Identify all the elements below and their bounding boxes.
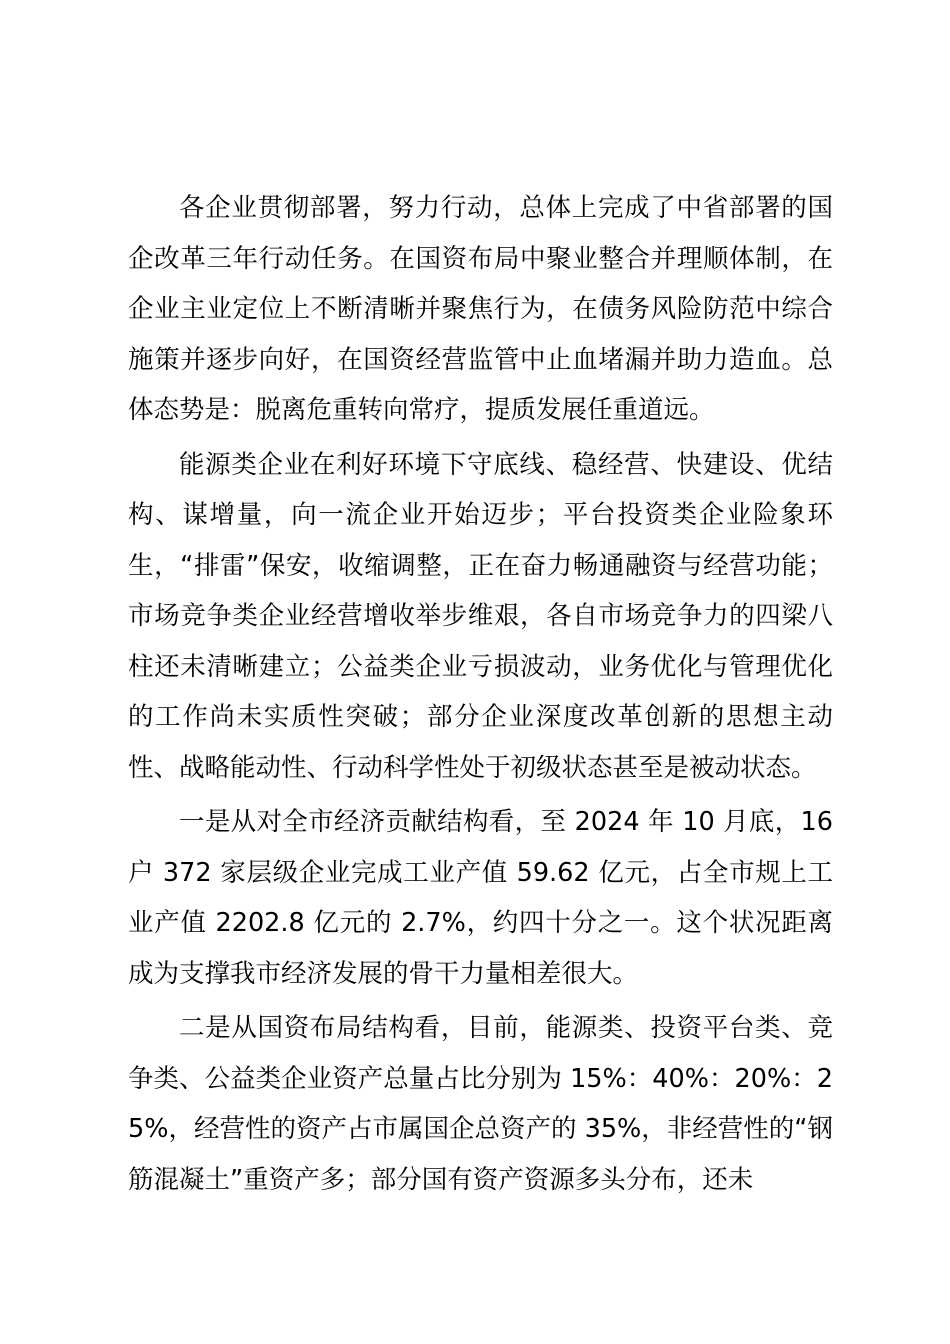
paragraph-economic-contribution: 一是从对全市经济贡献结构看，至 2024 年 10 月底，16 户 372 家层级企业完成工业产值 59.62 亿元，占全市规上工业产值 2202.8 亿元的 2.7%，约四十分之一。这个状况距离成为支撑我市经济发展的骨干力量相差很大。 bbox=[128, 807, 833, 989]
paragraph-asset-structure: 二是从国资布局结构看，目前，能源类、投资平台类、竞争类、公益类企业资产总量占比分别为 15%：40%：20%：25%，经营性的资产占市属国企总资产的 35%，非经营性的“钢筋混凝土”重资产多；部分国有资产资源多头分布，还未 bbox=[128, 1013, 833, 1195]
paragraph-overall-status: 各企业贯彻部署，努力行动，总体上完成了中省部署的国企改革三年行动任务。在国资布局中聚业整合并理顺体制，在企业主业定位上不断清晰并聚焦行为，在债务风险防范中综合施策并逐步向好，在国资经营监管中止血堵漏并助力造血。总体态势是：脱离危重转向常疗，提质发展任重道远。 bbox=[128, 193, 833, 425]
document-body bbox=[128, 183, 833, 1209]
paragraph-enterprise-categories: 能源类企业在利好环境下守底线、稳经营、快建设、优结构、谋增量，向一流企业开始迈步；平台投资类企业险象环生，“排雷”保安，收缩调整，正在奋力畅通融资与经营功能；市场竞争类企业经营增收举步维艰，各自市场竞争力的四梁八柱还未清晰建立；公益类企业亏损波动，业务优化与管理优化的工作尚未实质性突破；部分企业深度改革创新的思想主动性、战略能动性、行动科学性处于初级状态甚至是被动状态。 bbox=[128, 449, 833, 783]
